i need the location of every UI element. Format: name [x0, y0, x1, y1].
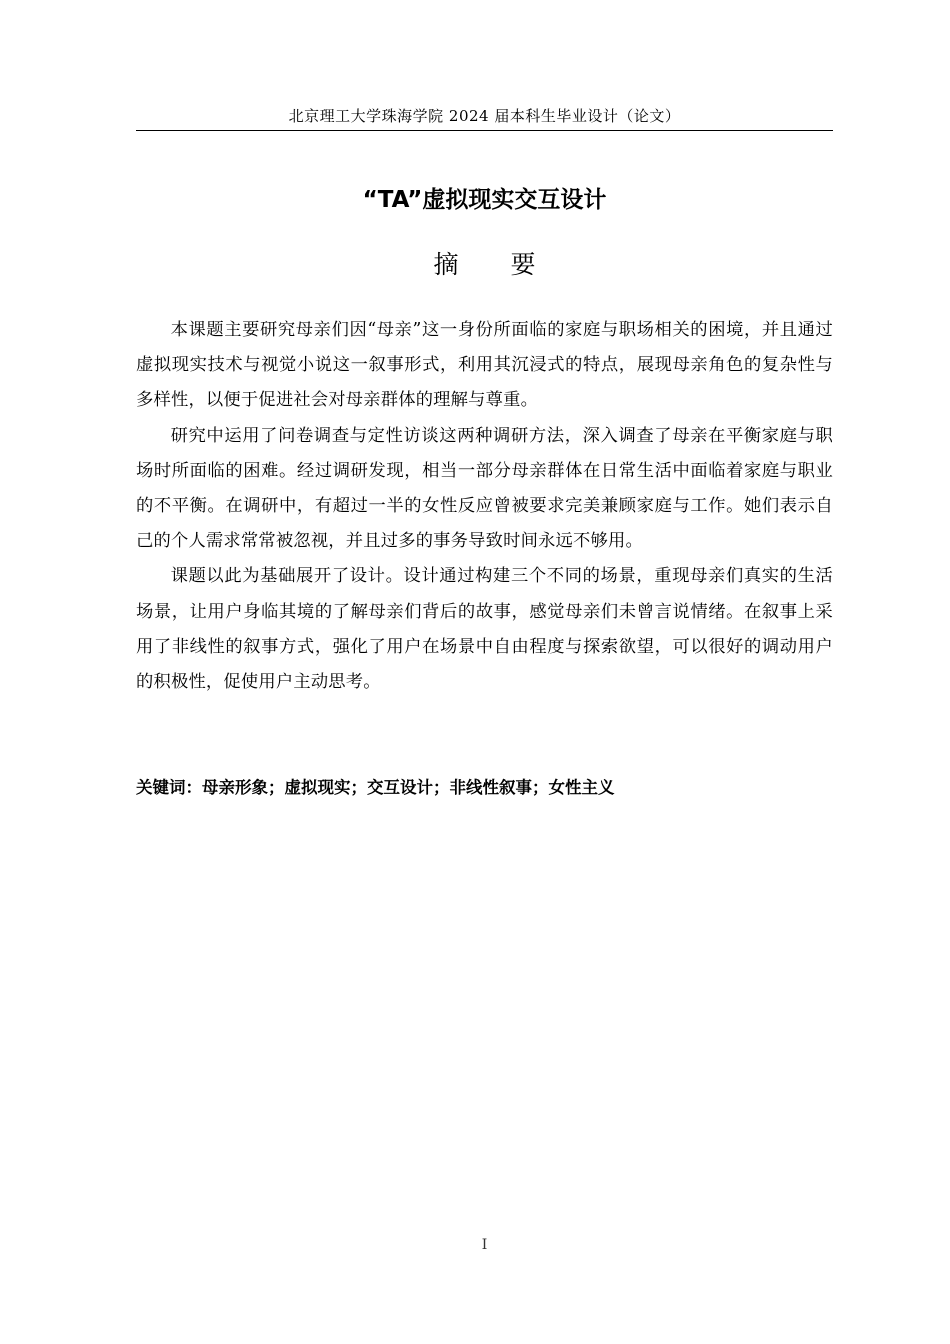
- keywords-line: 关键词：母亲形象；虚拟现实；交互设计；非线性叙事；女性主义: [136, 778, 615, 797]
- header-rule: [136, 130, 833, 131]
- thesis-title: “TA”虚拟现实交互设计: [362, 187, 607, 213]
- abstract-paragraph-3: 课题以此为基础展开了设计。设计通过构建三个不同的场景，重现母亲们真实的生活场景，让用户身临其境的了解母亲们背后的故事，感觉母亲们未曾言说情绪。在叙事上采用了非线性的叙事方式，强化了用户在场景中自由程度与探索欲望，可以很好的调动用户的积极性，促使用户主动思考。: [136, 566, 833, 693]
- abstract-body: [136, 313, 833, 700]
- page-number: I: [481, 1237, 488, 1253]
- abstract-paragraph-1: 本课题主要研究母亲们因“母亲”这一身份所面临的家庭与职场相关的困境，并且通过虚拟现实技术与视觉小说这一叙事形式，利用其沉浸式的特点，展现母亲角色的复杂性与多样性，以便于促进社会对母亲群体的理解与尊重。: [136, 320, 833, 411]
- running-header: 北京理工大学珠海学院 2024 届本科生毕业设计（论文）: [288, 107, 681, 125]
- abstract-paragraph-2: 研究中运用了问卷调查与定性访谈这两种调研方法，深入调查了母亲在平衡家庭与职场时所面临的困难。经过调研发现，相当一部分母亲群体在日常生活中面临着家庭与职业的不平衡。在调研中，有超过一半的女性反应曾被要求完美兼顾家庭与工作。她们表示自己的个人需求常常被忽视，并且过多的事务导致时间永远不够用。: [136, 425, 833, 552]
- abstract-heading: 摘 要: [433, 250, 558, 279]
